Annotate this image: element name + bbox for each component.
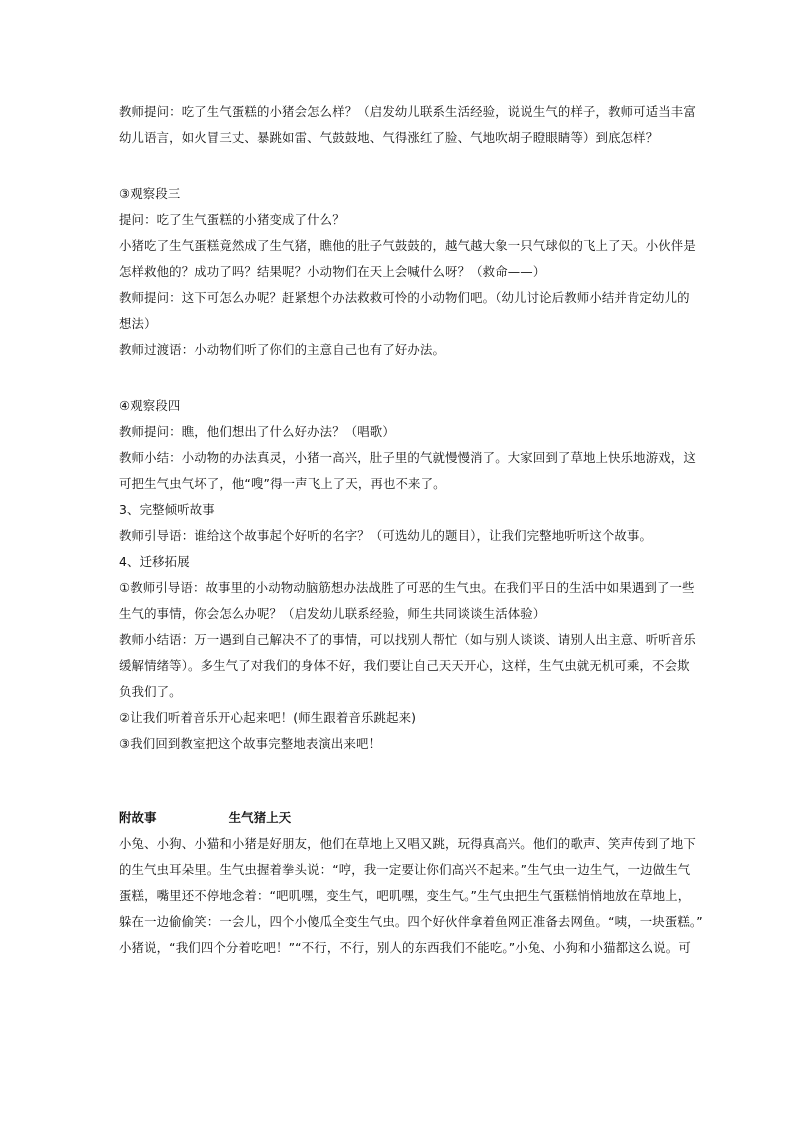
paragraph-line: ①教师引导语：故事里的小动物动脑筋想办法战胜了可恶的生气虫。在我们平日的生活中如果遇到了一些 (119, 580, 695, 595)
paragraph-line: 教师提问：瞧，他们想出了什么好办法？（唱歌） (119, 424, 395, 439)
paragraph-line: 教师引导语：谁给这个故事起个好听的名字？（可选幼儿的题目），让我们完整地听听这个故事。 (119, 528, 653, 543)
appendix-heading (119, 805, 675, 831)
story-line: 躲在一边偷偷笑：一会儿，四个小傻瓜全变生气虫。四个好伙伴拿着鱼网正准备去网鱼。“咦，一块蛋糕。” (119, 914, 703, 929)
paragraph-gap (119, 787, 675, 805)
section-heading: ③观察段三 (119, 186, 181, 201)
paragraph-line: 教师过渡语：小动物们听了你们的主意自己也有了好办法。 (119, 342, 446, 357)
story-line: 蛋糕，嘴里还不停地念着：“吧叽嘿，变生气，吧叽嘿，变生气。”生气虫把生气蛋糕悄悄地放在草地上， (119, 888, 691, 903)
paragraph-line: 可把生气虫气坏了，他“嗖”得一声飞上了天，再也不来了。 (119, 476, 446, 491)
paragraph-gap (119, 757, 675, 787)
step-heading: 3、完整倾听故事 (119, 502, 215, 517)
paragraph-line: 幼儿语言，如火冒三丈、暴跳如雷、气鼓鼓地、气得涨红了脸、气地吹胡子瞪眼睛等）到底怎样？ (119, 130, 659, 145)
paragraph-line: ②让我们听着音乐开心起来吧！(师生跟着音乐跳起来) (119, 710, 417, 725)
paragraph-line: 缓解情绪等）。多生气了对我们的身体不好，我们要让自己天天开心，这样，生气虫就无机可乘，不会欺 (119, 658, 690, 673)
paragraph-gap (119, 151, 675, 181)
story-line: 小兔、小狗、小猫和小猪是好朋友，他们在草地上又唱又跳，玩得真高兴。他们的歌声、笑声传到了地下 (119, 836, 696, 851)
paragraph-line: 教师小结：小动物的办法真灵，小猪一高兴，肚子里的气就慢慢消了。大家回到了草地上快乐地游戏，这 (119, 450, 696, 465)
paragraph-line: 生气的事情，你会怎么办呢？（启发幼儿联系经验，师生共同谈谈生活体验） (119, 606, 546, 621)
document-body (119, 99, 703, 961)
paragraph-line: ③我们回到教室把这个故事完整地表演出来吧！ (119, 736, 382, 751)
paragraph-line: 想法） (119, 316, 157, 331)
appendix-label: 附故事 (119, 810, 157, 825)
paragraph-line: 负我们了。 (119, 684, 182, 699)
paragraph-line: 教师提问：这下可怎么办呢？赶紧想个办法救救可怜的小动物们吧。（幼儿讨论后教师小结并肯定幼儿的 (119, 290, 690, 305)
paragraph-gap (119, 363, 675, 393)
story-line: 的生气虫耳朵里。生气虫握着拳头说：“哼，我一定要让你们高兴不起来。”生气虫一边生气，一边做生气 (119, 862, 691, 877)
paragraph-line: 教师小结语：万一遇到自己解决不了的事情，可以找别人帮忙（如与别人谈谈、请别人出主意、听听音乐 (119, 632, 696, 647)
step-heading: 4、迁移拓展 (119, 554, 190, 569)
paragraph-line: 小猪吃了生气蛋糕竟然成了生气猪，瞧他的肚子气鼓鼓的，越气越大象一只气球似的飞上了天。小伙伴是 (119, 238, 696, 253)
section-heading: ④观察段四 (119, 398, 181, 413)
story-title: 生气猪上天 (228, 810, 292, 825)
paragraph-line: 怎样救他的？成功了吗？结果呢？小动物们在天上会喊什么呀？（救命——） (119, 264, 546, 279)
story-line: 小猪说，“我们四个分着吃吧！”“不行，不行，别人的东西我们不能吃。”小兔、小狗和小猫都这么说。可 (119, 940, 691, 955)
paragraph-line: 提问：吃了生气蛋糕的小猪变成了什么？ (119, 212, 345, 227)
paragraph-line: 教师提问：吃了生气蛋糕的小猪会怎么样？（启发幼儿联系生活经验，说说生气的样子，教师可适当丰富 (119, 104, 696, 119)
